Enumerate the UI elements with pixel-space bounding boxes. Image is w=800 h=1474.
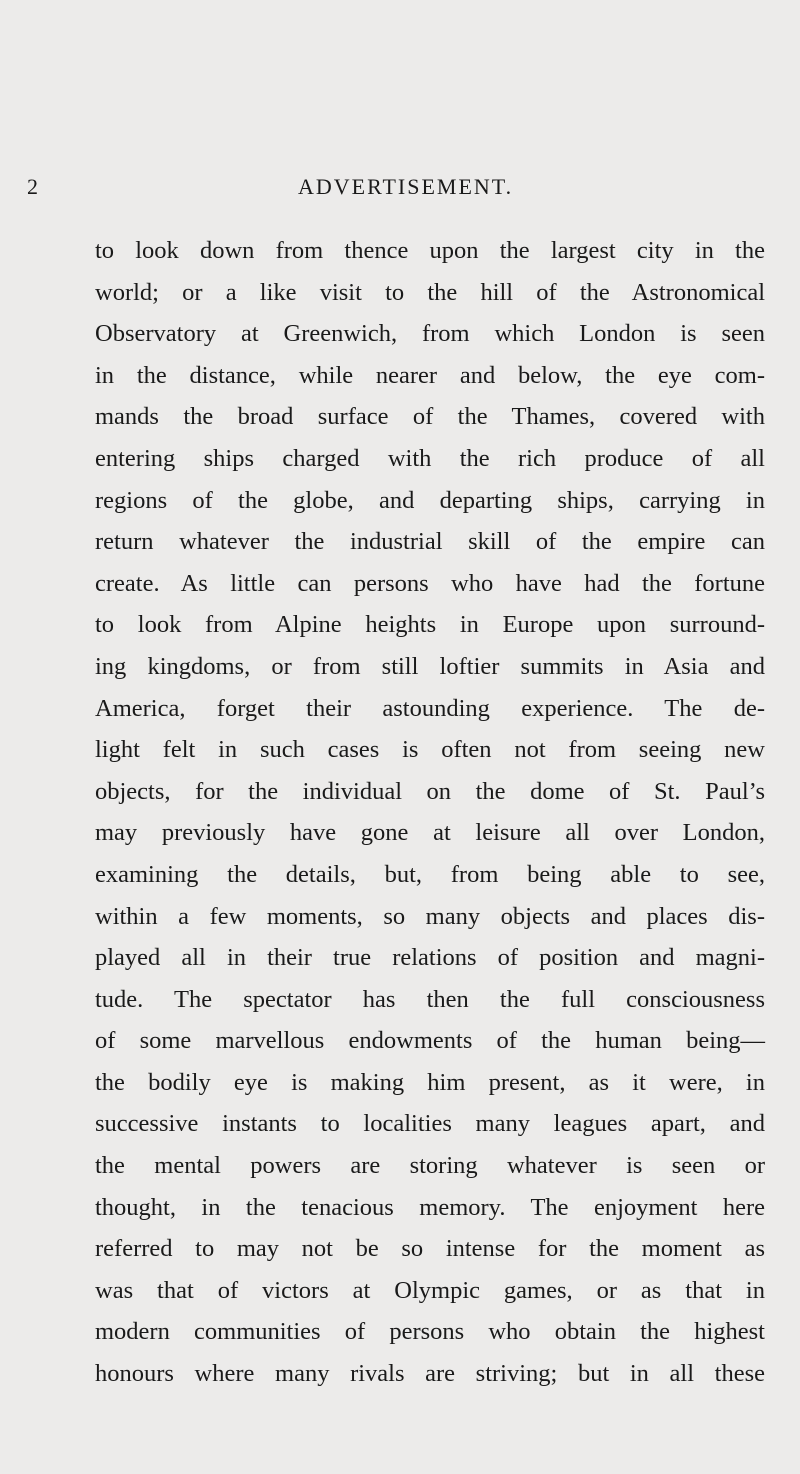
text-line: may previously have gone at leisure all over London, [95,819,765,847]
text-line: return whatever the industrial skill of the empire can [95,528,765,556]
text-line: in the distance, while nearer and below, the eye com- [95,361,765,389]
text-line: create. As little can persons who have had the fortune [95,569,765,597]
text-line: light felt in such cases is often not from seeing new [95,736,765,764]
text-line: examining the details, but, from being able to see, [95,860,765,888]
text-line: within a few moments, so many objects and places dis- [95,902,765,930]
text-line: played all in their true relations of position and magni- [95,944,765,972]
text-line: entering ships charged with the rich produce of all [95,444,765,472]
text-line: to look from Alpine heights in Europe upon surround- [95,611,765,639]
text-line: tude. The spectator has then the full consciousness [95,985,765,1013]
text-line: Observatory at Greenwich, from which London is seen [95,320,765,348]
text-line: thought, in the tenacious memory. The enjoyment here [95,1193,765,1221]
text-line: was that of victors at Olympic games, or as that in [95,1276,765,1304]
text-line: successive instants to localities many leagues apart, and [95,1110,765,1138]
text-line: the mental powers are storing whatever is seen or [95,1152,765,1180]
text-line: referred to may not be so intense for the moment as [95,1235,765,1263]
text-line: modern communities of persons who obtain the highest [95,1318,765,1346]
text-line: regions of the globe, and departing ships, carrying in [95,486,765,514]
text-line: the bodily eye is making him present, as it were, in [95,1068,765,1096]
page-number: 2 [27,174,39,199]
text-line: objects, for the individual on the dome of St. Paul’s [95,777,765,805]
text-line: mands the broad surface of the Thames, covered with [95,403,765,431]
text-line: to look down from thence upon the largest city in the [95,237,765,264]
text-line: ing kingdoms, or from still loftier summits in Asia and [95,652,765,680]
text-line: of some marvellous endowments of the human being— [95,1027,765,1055]
page-header [0,174,800,204]
text-line: world; or a like visit to the hill of the Astronomical [95,278,765,306]
text-line: honours where many rivals are striving; but in all these [95,1360,765,1388]
text-line: America, forget their astounding experience. The de- [95,694,765,722]
body-text [95,230,765,1395]
running-head: ADVERTISEMENT. [298,174,514,199]
